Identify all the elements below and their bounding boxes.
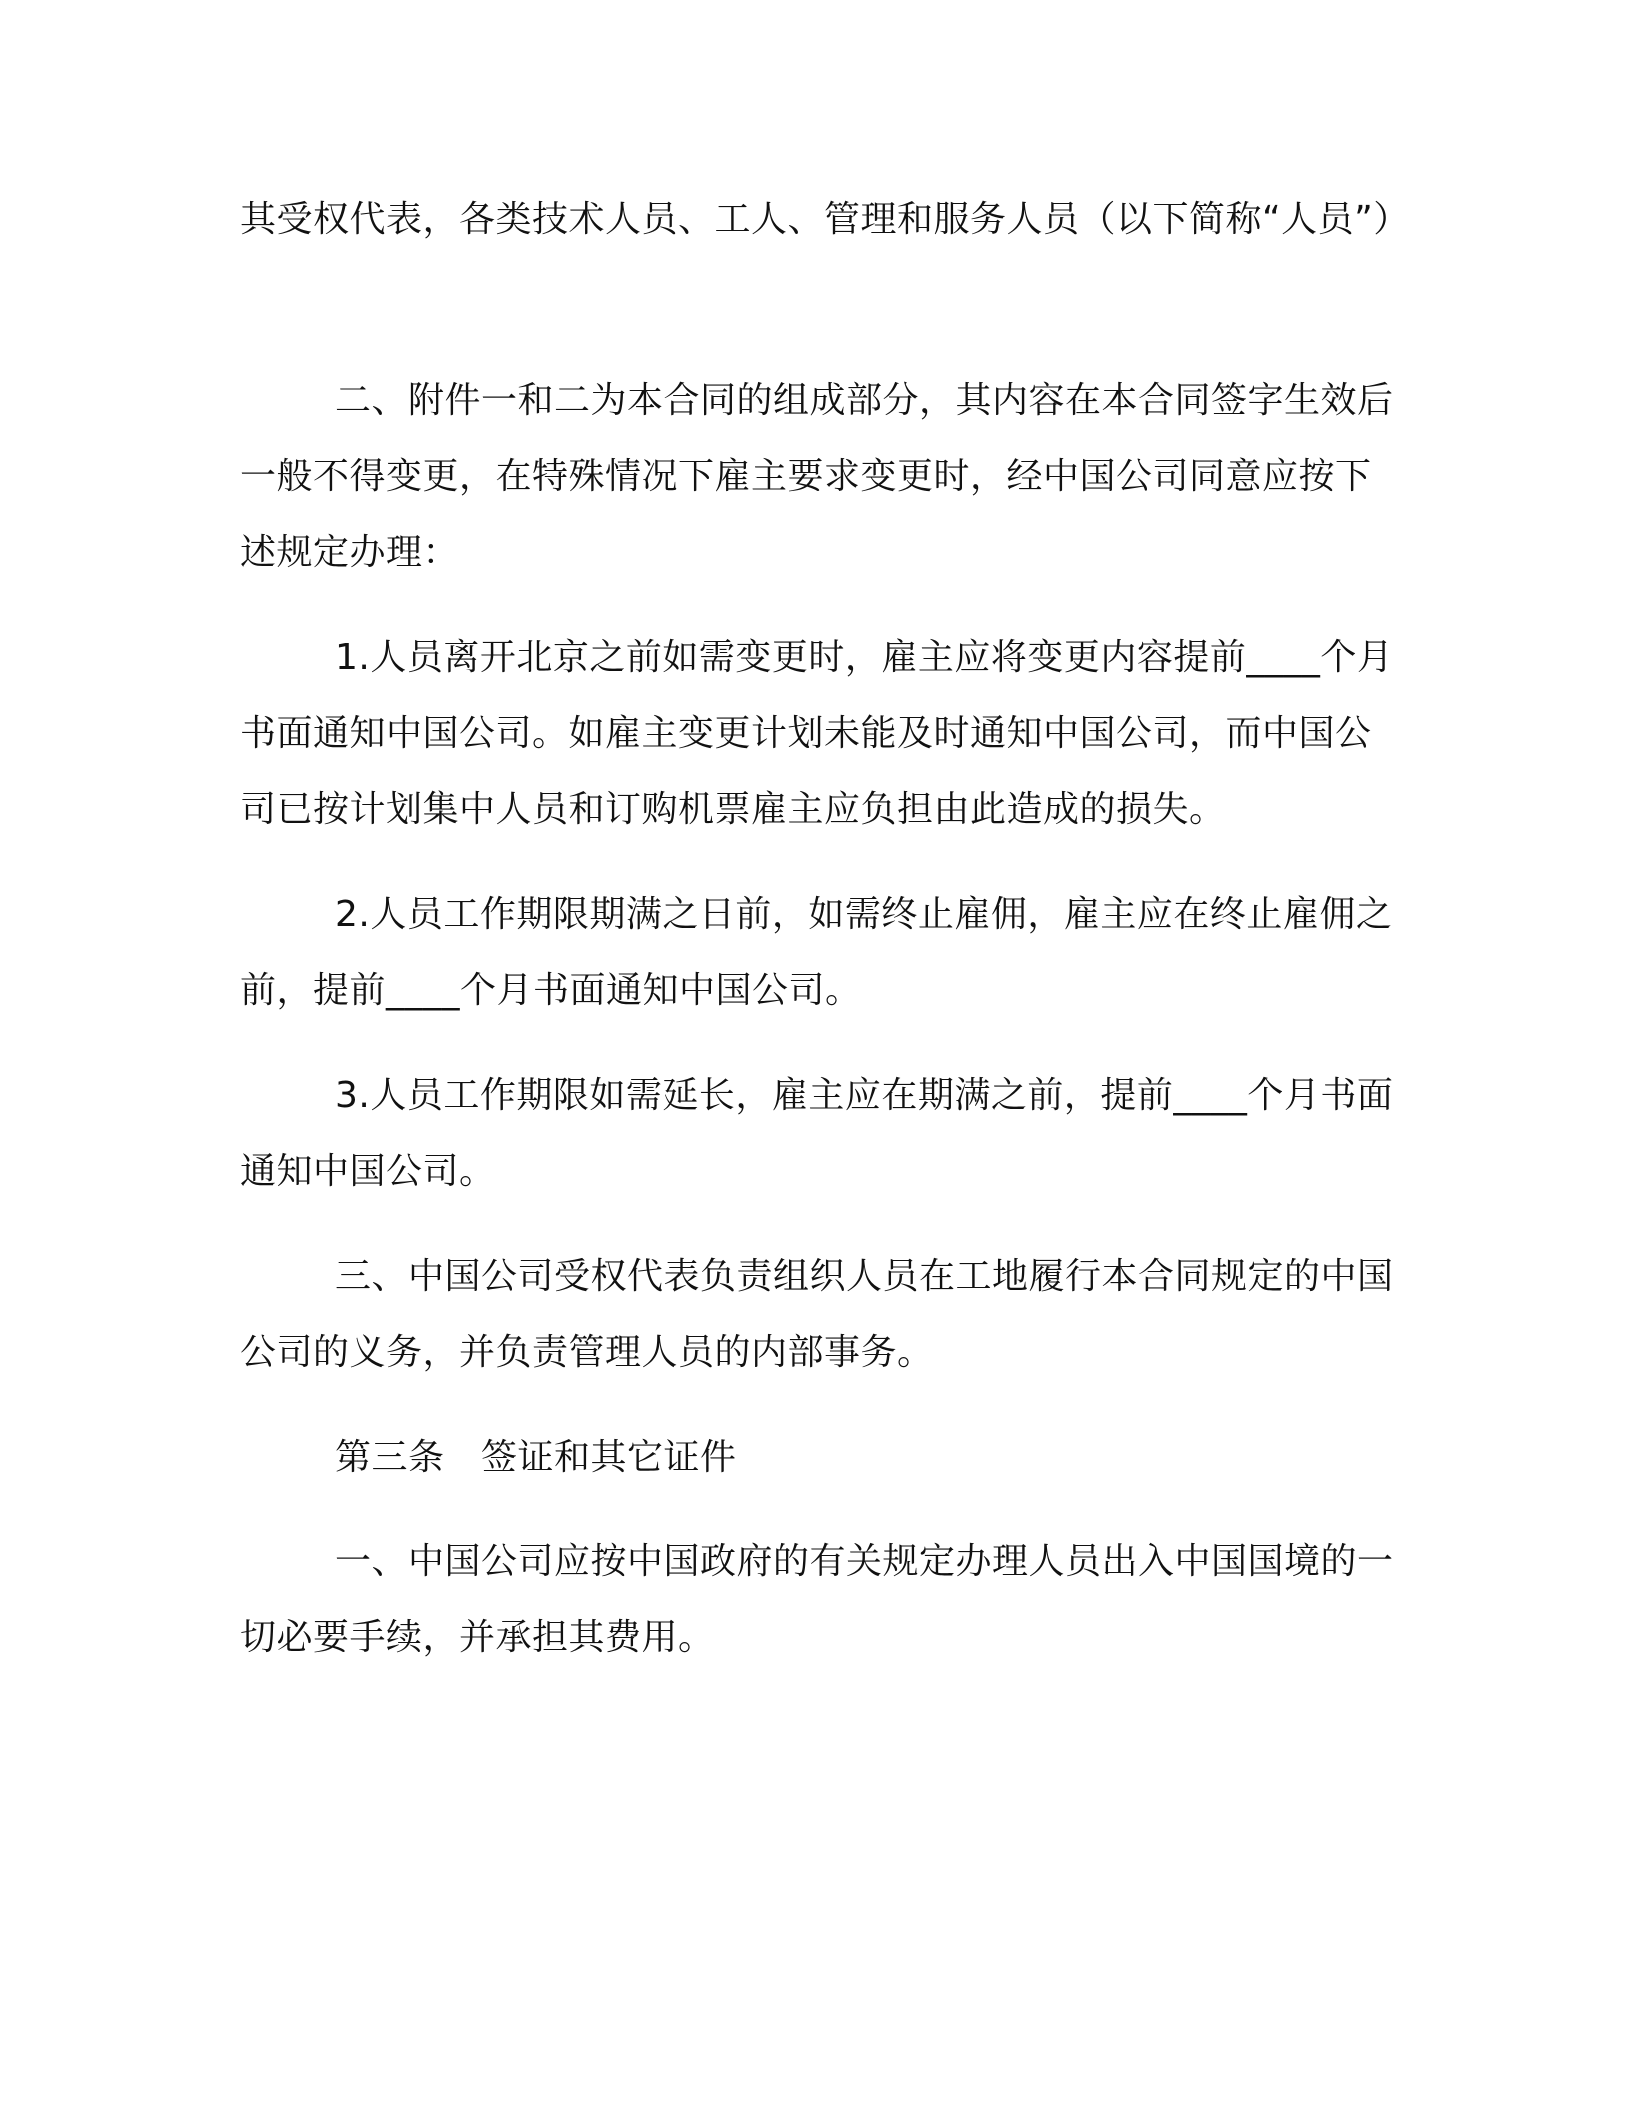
- section-heading-article-three: 第三条 签证和其它证件: [335, 1437, 737, 1478]
- paragraph-clause-three: 三、中国公司受权代表负责组织人员在工地履行本合同规定的中国公司的义务，并负责管理人员的内部事务。: [240, 1256, 1394, 1373]
- paragraph-item-2: 2.人员工作期限期满之日前，如需终止雇佣，雇主应在终止雇佣之前，提前____个月书面通知中国公司。: [240, 894, 1393, 1011]
- paragraph-personnel-definition: 其受权代表，各类技术人员、工人、管理和服务人员（以下简称“人员”）: [240, 199, 1410, 240]
- paragraph-appendix-clause: 二、附件一和二为本合同的组成部分，其内容在本合同签字生效后一般不得变更，在特殊情况下雇主要求变更时，经中国公司同意应按下述规定办理：: [240, 380, 1394, 573]
- paragraph-item-3: 3.人员工作期限如需延长，雇主应在期满之前，提前____个月书面通知中国公司。: [240, 1075, 1394, 1192]
- paragraph-item-1: 1.人员离开北京之前如需变更时，雇主应将变更内容提前____个月书面通知中国公司。如雇主变更计划未能及时通知中国公司，而中国公司已按计划集中人员和订购机票雇主应负担由此造成的损失。: [240, 637, 1394, 830]
- paragraph-visa-clause-one: 一、中国公司应按中国政府的有关规定办理人员出入中国国境的一切必要手续，并承担其费用。: [240, 1541, 1394, 1658]
